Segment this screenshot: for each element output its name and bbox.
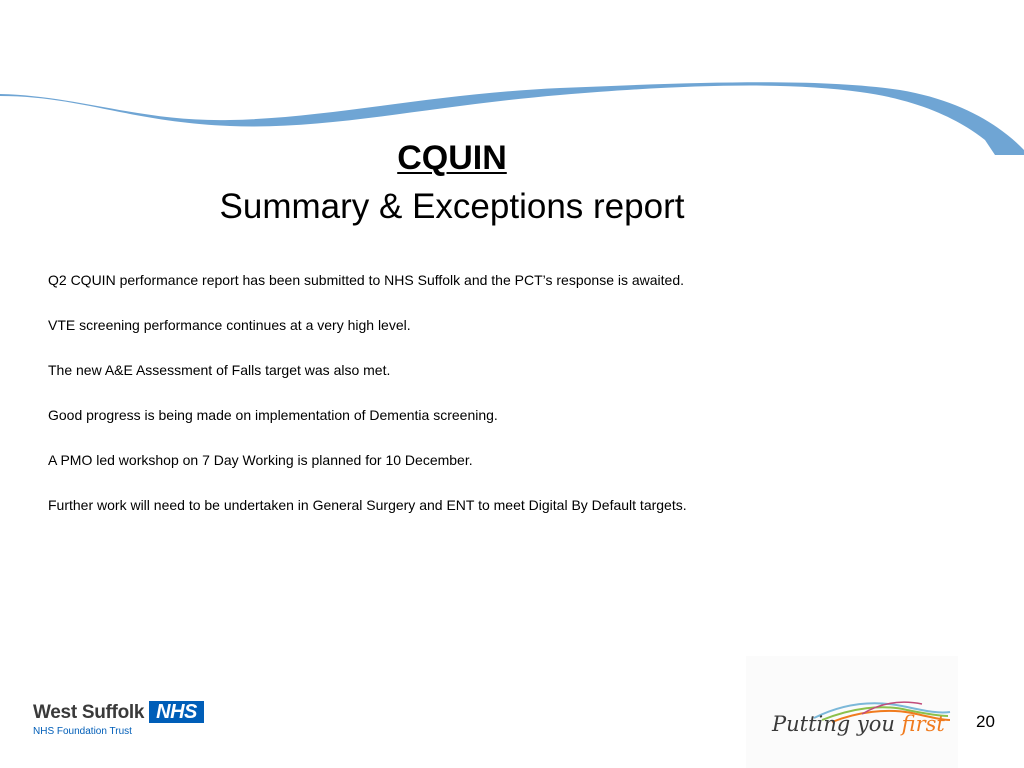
slide-title: CQUIN bbox=[397, 139, 507, 177]
slogan-part2: first bbox=[901, 712, 945, 736]
trust-name: West Suffolk bbox=[33, 702, 145, 723]
nhs-badge: NHS bbox=[149, 701, 204, 723]
slogan-part1: Putting you bbox=[772, 712, 902, 736]
west-suffolk-nhs-logo bbox=[30, 700, 210, 744]
summary-paragraph: The new A&E Assessment of Falls target was also met. bbox=[48, 362, 391, 378]
slogan-text bbox=[772, 712, 945, 736]
page-number: 20 bbox=[976, 712, 995, 731]
trust-subtitle: NHS Foundation Trust bbox=[33, 726, 132, 737]
summary-paragraph: VTE screening performance continues at a very high level. bbox=[48, 317, 411, 333]
summary-paragraph: A PMO led workshop on 7 Day Working is planned for 10 December. bbox=[48, 452, 473, 468]
putting-you-first-logo bbox=[746, 656, 958, 768]
summary-paragraph: Further work will need to be undertaken in General Surgery and ENT to meet Digital By Default targets. bbox=[48, 497, 687, 513]
summary-paragraph: Q2 CQUIN performance report has been submitted to NHS Suffolk and the PCT’s response is awaited. bbox=[48, 272, 685, 288]
summary-paragraph: Good progress is being made on implementation of Dementia screening. bbox=[48, 407, 498, 423]
summary-paragraph-list bbox=[48, 270, 948, 540]
slide-subtitle: Summary & Exceptions report bbox=[219, 187, 685, 226]
